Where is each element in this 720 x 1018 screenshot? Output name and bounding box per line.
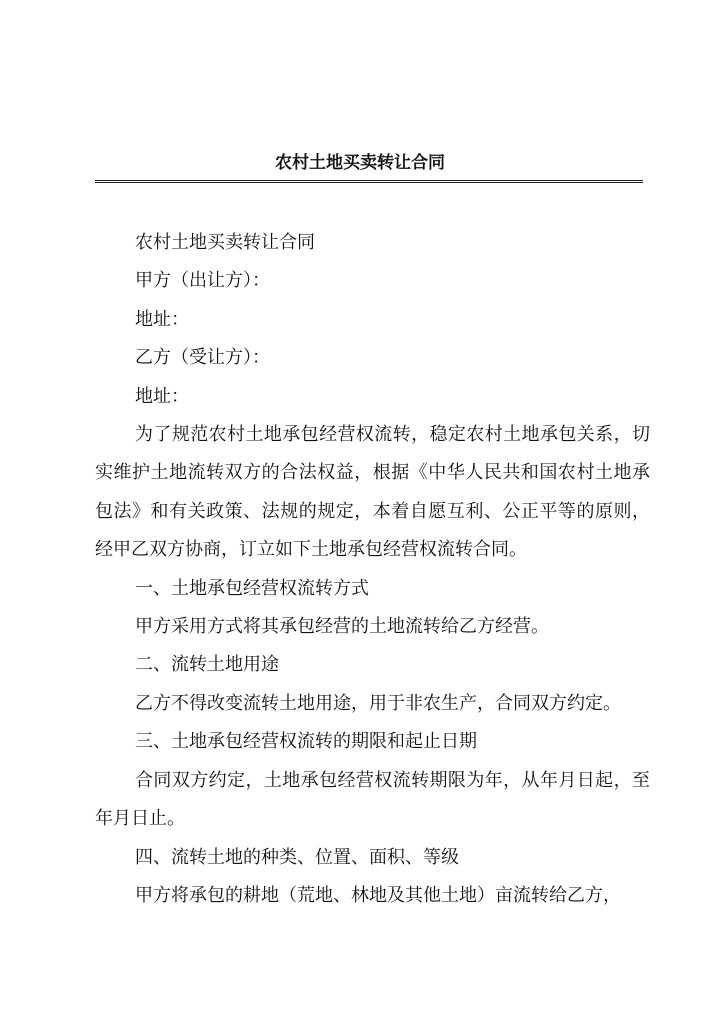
section-3-paragraph: 合同双方约定，土地承包经营权流转期限为年，从年月日起，至年月日止。 xyxy=(95,769,650,830)
header-divider xyxy=(95,180,643,183)
section-4-paragraph: 甲方将承包的耕地（荒地、林地及其他土地）亩流转给乙方， xyxy=(135,884,621,906)
party-a-line: 甲方（出让方）： xyxy=(135,270,270,292)
party-a-address-line: 地址： xyxy=(135,308,189,330)
section-heading-2: 二、流转土地用途 xyxy=(135,654,279,676)
section-heading-4: 四、流转土地的种类、位置、面积、等级 xyxy=(135,846,459,868)
preamble-paragraph: 为了规范农村土地承包经营权流转，稳定农村土地承包关系，切实维护土地流转双方的合法权益，根据《中华人民共和国农村土地承包法》和有关政策、法规的规定，本着自愿互利、公正平等的原则，经甲乙双方协商，订立如下土地承包经营权流转合同。 xyxy=(95,424,650,561)
page-header-title: 农村土地买卖转让合同 xyxy=(275,153,445,173)
contract-title-line: 农村土地买卖转让合同 xyxy=(135,232,315,253)
party-b-address-line: 地址： xyxy=(135,385,189,407)
contract-body xyxy=(95,224,650,915)
section-2-paragraph: 乙方不得改变流转土地用途，用于非农生产，合同双方约定。 xyxy=(135,692,621,714)
section-heading-3: 三、土地承包经营权流转的期限和起止日期 xyxy=(135,731,477,753)
party-b-line: 乙方（受让方）： xyxy=(135,347,270,369)
section-1-paragraph: 甲方采用方式将其承包经营的土地流转给乙方经营。 xyxy=(135,616,549,638)
section-heading-1: 一、土地承包经营权流转方式 xyxy=(135,577,369,599)
